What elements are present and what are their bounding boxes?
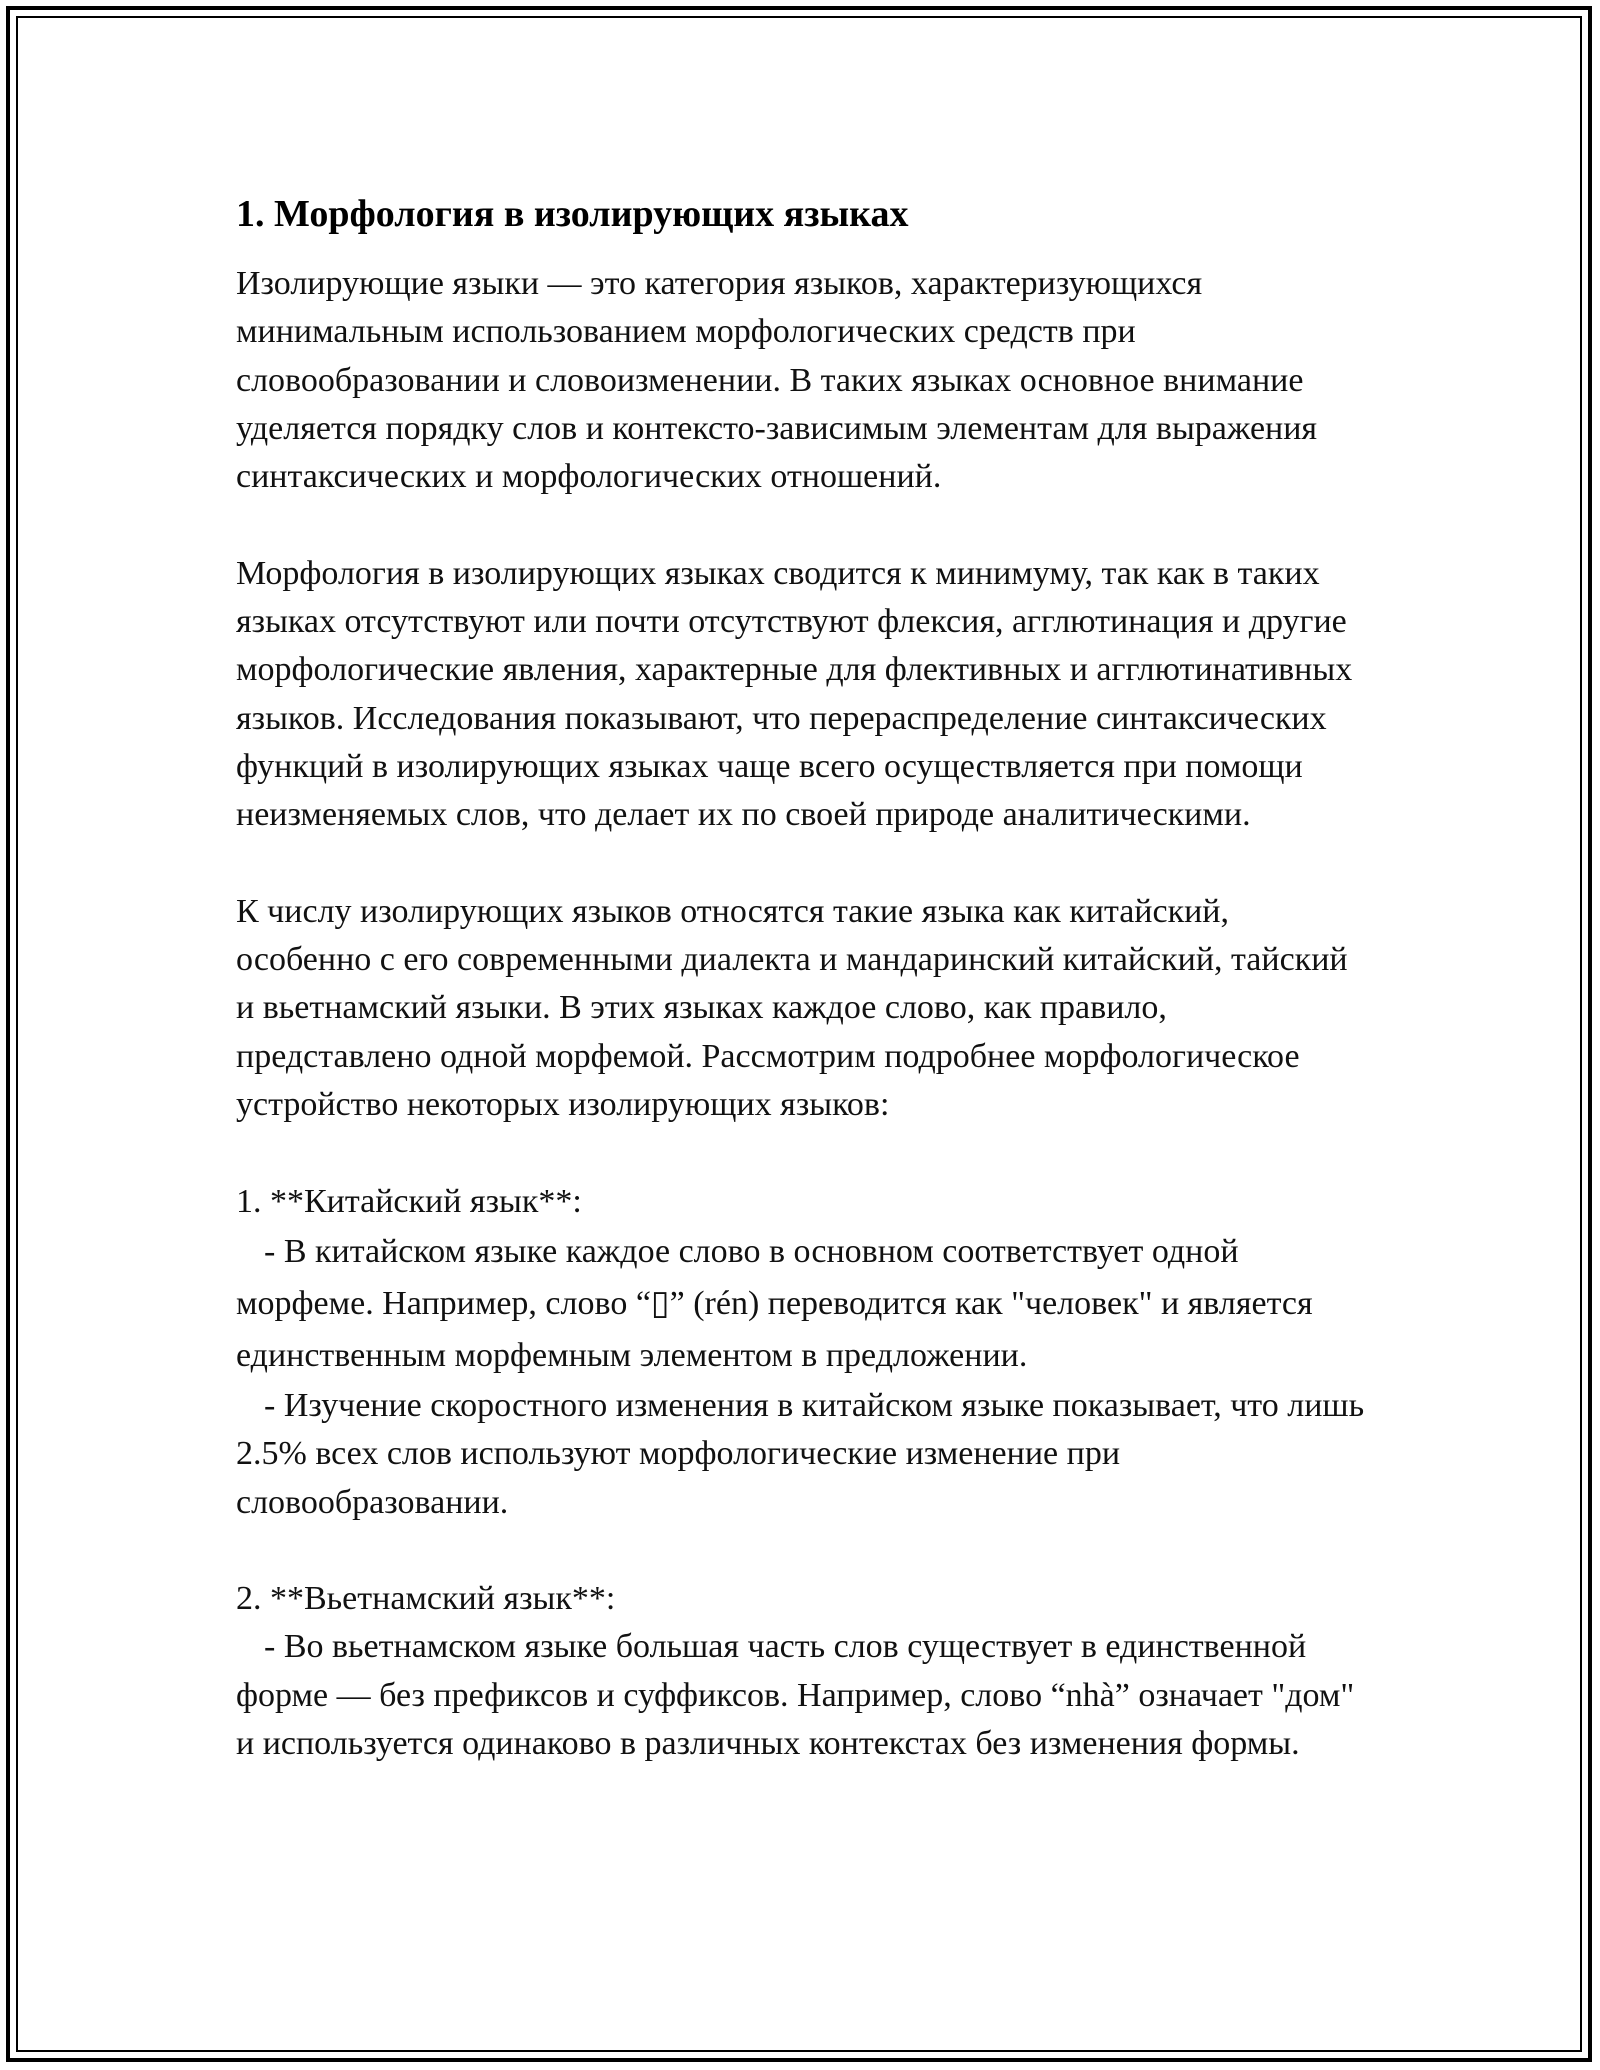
paragraph-gap: [236, 501, 1366, 549]
document-page: [236, 190, 1366, 1768]
paragraph-gap: [236, 1527, 1366, 1575]
list-bullet-text: - Изучение скоростного изменения в китайском языке показывает, что лишь 2.5% всех слов используют морфологические изменение при словообразовании.: [236, 1386, 1365, 1521]
list-bullet-text: - Во вьетнамском языке большая часть слов существует в единственной форме — без префиксов и суффиксов. Например, слово “nhà” означает "дом" и используется одинаково в различных контекстах без изменения формы.: [236, 1628, 1355, 1763]
paragraph-intro: Изолирующие языки — это категория языков, характеризующихся минимальным использованием морфологических средств при словообразовании и словоизменении. В таких языках основное внимание уделяется порядку слов и контексто-зависимым элементам для выражения синтаксических и морфологических отношений.: [236, 265, 1318, 496]
section-heading: 1. Морфология в изолирующих языках: [236, 193, 909, 235]
paragraph-morphology: Морфология в изолирующих языках сводится к минимуму, так как в таких языках отсутствуют или почти отсутствуют флексия, агглютинация и другие морфологические явления, характерные для флективных и агглютинативных языков. Исследования показывают, что перераспределение синтаксических функций в изолирующих языках чаще всего осуществляется при помощи неизменяемых слов, что делает их по своей природе аналитическими.: [236, 554, 1353, 834]
list-bullet: [236, 1226, 1366, 1382]
list-bullet: [236, 1382, 1366, 1527]
paragraph-languages: К числу изолирующих языков относятся такие языка как китайский, особенно с его современными диалекта и мандаринский китайский, тайский и вьетнамский языки. В этих языках каждое слово, как правило, представлено одной морфемой. Рассмотрим подробнее морфологическое устройство некоторых изолирующих языков:: [236, 892, 1348, 1124]
paragraph-gap: [236, 840, 1366, 888]
list-item-heading: 2. **Вьетнамский язык**:: [236, 1580, 616, 1618]
paragraph-gap: [236, 1129, 1366, 1177]
list-item-heading: 1. **Китайский язык**:: [236, 1182, 582, 1220]
list-bullet-text: - В китайском языке каждое слово в основном соответствует одной морфеме. Например, слово “▯” (rén) переводится как "человек" и является единственным морфемным элементом в предложении.: [236, 1232, 1313, 1374]
list-bullet: [236, 1623, 1366, 1768]
list-item-chinese: [236, 1178, 1366, 1527]
list-item-vietnamese: [236, 1575, 1366, 1768]
